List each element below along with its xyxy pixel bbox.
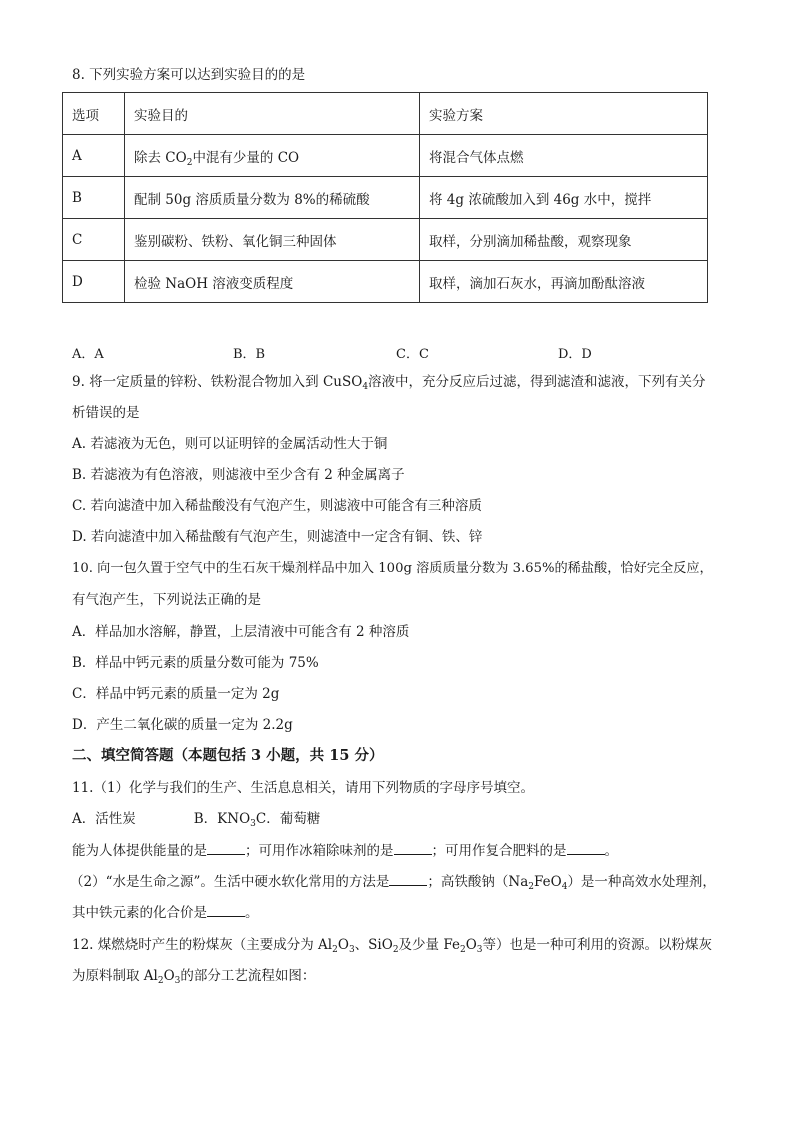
table-cell-plan: 取样，滴加石灰水，再滴加酚酞溶液 [420, 261, 708, 303]
choice-c: C．葡萄糖 [255, 811, 321, 827]
table-row [63, 261, 708, 303]
q11-choices [72, 810, 320, 828]
table-header: 选项 [63, 93, 125, 135]
table-cell-option: A [63, 135, 125, 177]
q12-stem-cont: 为原料制取 $Al_2O_3$的部分工艺流程如图： [72, 968, 316, 986]
table-row [63, 219, 708, 261]
table-header: 实验目的 [125, 93, 420, 135]
q8-option-a[interactable]: A．A [72, 347, 104, 362]
q8-option-d[interactable]: D．D [558, 347, 592, 362]
q11-fill-line-3: 其中铁元素的化合价是 。 [72, 905, 259, 921]
q9-option-c[interactable]: C. 若向滤渣中加入稀盐酸没有气泡产生，则滤液中可能含有三种溶质 [72, 498, 482, 514]
q10-option-c[interactable]: C．样品中钙元素的质量一定为 2g [72, 686, 280, 702]
q8-table [62, 92, 708, 303]
table-cell-plan: 将 4g 浓硫酸加入到 46g 水中，搅拌 [420, 177, 708, 219]
q10-stem: 10. 向一包久置于空气中的生石灰干燥剂样品中加入 100g 溶质质量分数为 3.65%的稀盐酸，恰好完全反应， [72, 561, 713, 576]
answer-blank[interactable] [567, 842, 605, 855]
answer-blank[interactable] [207, 904, 245, 917]
q9-option-b[interactable]: B. 若滤液为有色溶液，则滤液中至少含有 2 种金属离子 [72, 467, 405, 483]
q10-option-b[interactable]: B．样品中钙元素的质量分数可能为 75% [72, 655, 319, 671]
table-cell-plan: 将混合气体点燃 [420, 135, 708, 177]
q8-option-b[interactable]: B．B [233, 347, 266, 362]
q12-stem: 12. 煤燃烧时产生的粉煤灰（主要成分为 $Al_2O_3$、SiO$_2$及少量 $Fe_2O_3$等）也是一种可利用的资源。以粉煤灰 [72, 937, 713, 955]
table-cell-purpose: 鉴别碳粉、铁粉、氧化铜三种固体 [125, 219, 420, 261]
q10-option-d[interactable]: D．产生二氧化碳的质量一定为 2.2g [72, 717, 293, 733]
q9-stem: 9. 将一定质量的锌粉、铁粉混合物加入到 CuSO$_4$溶液中，充分反应后过滤，得到滤渣和滤液，下列有关分 [72, 374, 706, 392]
q9-stem-cont: 析错误的是 [72, 405, 140, 421]
q10-option-a[interactable]: A．样品加水溶解，静置，上层清液中可能含有 2 种溶质 [72, 624, 410, 640]
answer-blank[interactable] [207, 842, 245, 855]
q11-fill-line-1: 能为人体提供能量的是 ；可用作冰箱除味剂的是 ；可用作复合肥料的是 。 [72, 843, 618, 859]
table-cell-purpose: 除去 $CO_2$中混有少量的 CO [125, 135, 420, 177]
q10-stem-cont: 有气泡产生，下列说法正确的是 [72, 592, 261, 608]
q11-fill-line-2: （2）“水是生命之源”。生活中硬水软化常用的方法是 ；高铁酸钠$(Na_2FeO_4)$是一种高效水处理剂， [70, 874, 716, 892]
table-row [63, 135, 708, 177]
table-cell-option: D [63, 261, 125, 303]
table-header-row [63, 93, 708, 135]
table-row [63, 177, 708, 219]
q9-option-d[interactable]: D. 若向滤渣中加入稀盐酸有气泡产生，则滤渣中一定含有铜、铁、锌 [72, 529, 483, 545]
answer-blank[interactable] [389, 873, 427, 886]
table-header: 实验方案 [420, 93, 708, 135]
q8-stem: 8. 下列实验方案可以达到实验目的的是 [72, 67, 306, 83]
section-heading: 二、填空简答题（本题包括 3 小题，共 15 分） [72, 747, 384, 764]
answer-blank[interactable] [394, 842, 432, 855]
table-cell-purpose: 检验 NaOH 溶液变质程度 [125, 261, 420, 303]
table-cell-option: B [63, 177, 125, 219]
q8-option-c[interactable]: C．C [396, 347, 429, 362]
table-cell-option: C [63, 219, 125, 261]
table-cell-plan: 取样，分别滴加稀盐酸，观察现象 [420, 219, 708, 261]
q11-part1-stem: 11.（1）化学与我们的生产、生活息息相关，请用下列物质的字母序号填空。 [72, 780, 535, 796]
choice-a: A．活性炭 [72, 811, 136, 827]
choice-b: B．$KNO_3$ [193, 811, 256, 829]
table-cell-purpose: 配制 50g 溶质质量分数为 8%的稀硫酸 [125, 177, 420, 219]
q9-option-a[interactable]: A. 若滤液为无色，则可以证明锌的金属活动性大于铜 [72, 436, 388, 452]
